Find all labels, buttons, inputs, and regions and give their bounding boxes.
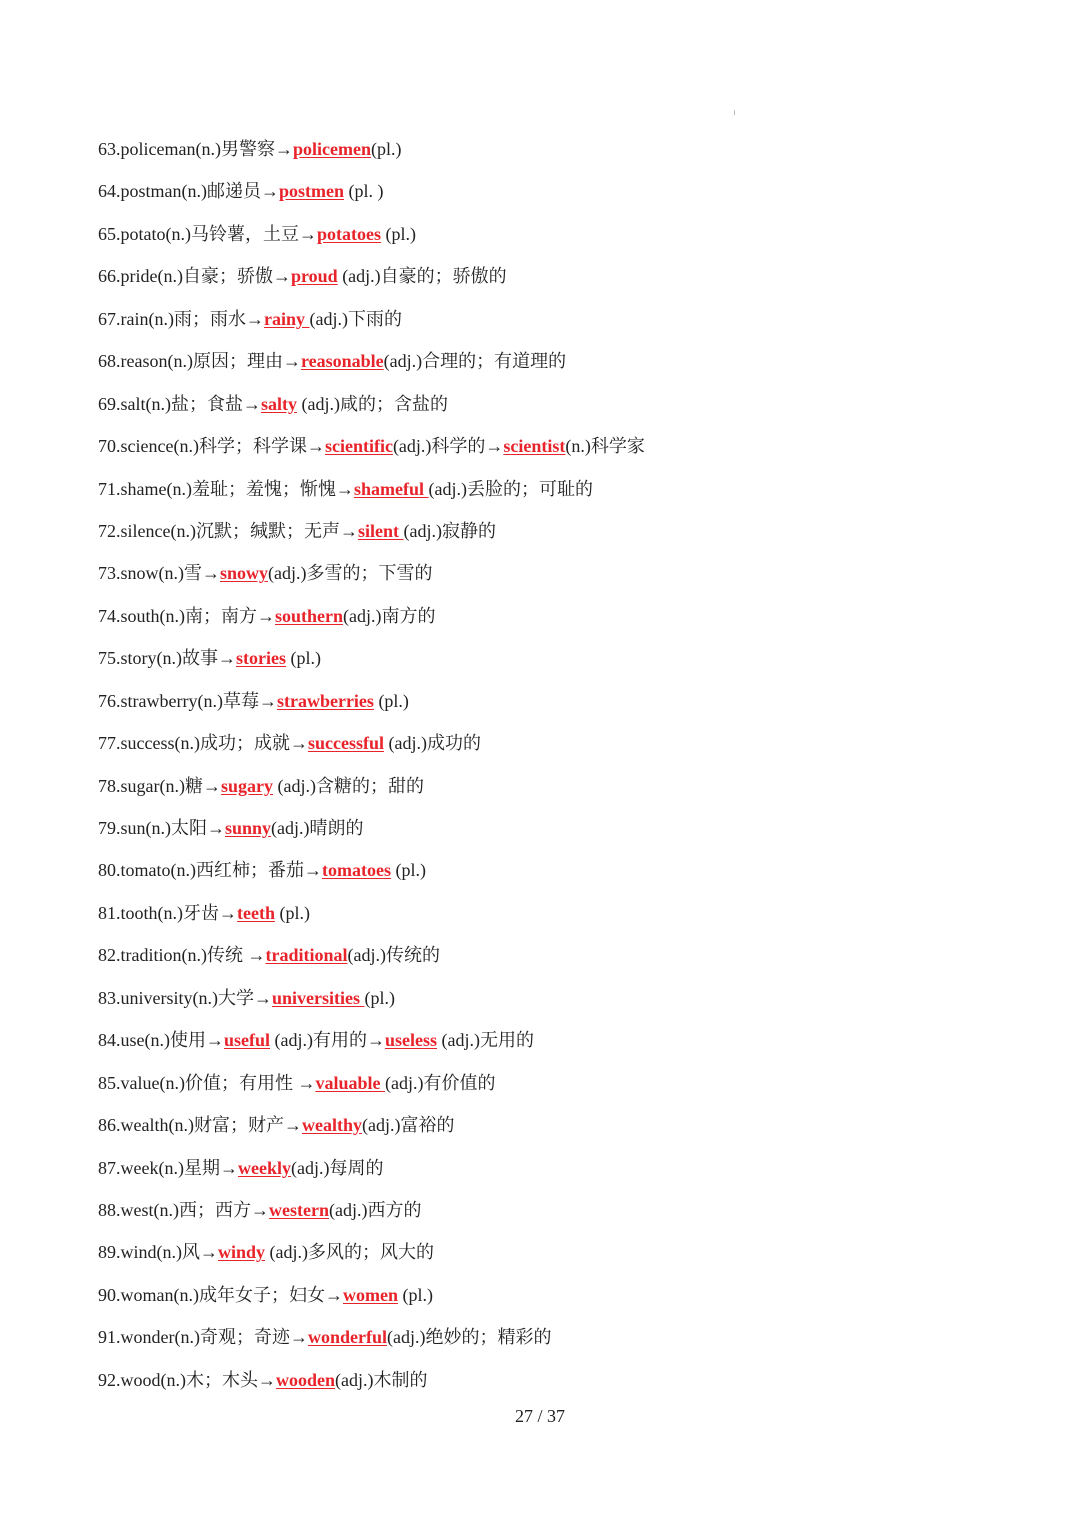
answer-word: windy — [218, 1242, 266, 1263]
entry-text: 72.silence(n.)沉默；缄默；无声→ — [98, 520, 358, 541]
entry-text: (pl. ) — [344, 181, 384, 202]
entry-text: (pl.) — [370, 139, 402, 159]
answer-word: weekly — [237, 1157, 291, 1178]
entry-text: (adj.)西方的 — [328, 1199, 422, 1220]
entry-text: 69.salt(n.)盐；食盐→ — [98, 393, 261, 414]
entry-text: (adj.)富裕的 — [361, 1115, 455, 1136]
answer-word: southern — [275, 605, 344, 626]
answer-word: strawberries — [276, 690, 374, 711]
vocabulary-entry — [98, 892, 998, 934]
vocabulary-entry — [98, 170, 998, 212]
scan-speck — [734, 110, 735, 115]
entry-text: 66.pride(n.)自豪；骄傲→ — [98, 266, 291, 287]
answer-word: stories — [236, 648, 286, 669]
entry-text: (adj.)有价值的 — [384, 1072, 496, 1093]
entry-text: 83.university(n.)大学→ — [98, 987, 272, 1008]
entry-text: 81.tooth(n.)牙齿→ — [98, 902, 237, 923]
answer-word: sugary — [220, 775, 273, 796]
answer-word: potatoes — [316, 223, 381, 244]
vocabulary-entry — [98, 1062, 998, 1104]
answer-word: teeth — [237, 902, 275, 923]
entry-text: 64.postman(n.)邮递员→ — [98, 181, 279, 202]
answer-word: traditional — [265, 945, 348, 966]
entry-text: (pl.) — [364, 987, 395, 1008]
answer-word: postmen — [278, 181, 344, 202]
entry-text: (adj.)绝妙的；精彩的 — [387, 1327, 552, 1348]
entry-text: 82.tradition(n.)传统 → — [98, 945, 266, 966]
entry-text: (adj.)咸的；含盐的 — [296, 393, 448, 414]
answer-word: proud — [290, 266, 338, 287]
vocabulary-entry — [98, 680, 998, 722]
page-number: 27 / 37 — [514, 1406, 565, 1426]
answer-word: reasonable — [300, 351, 384, 372]
entry-text: 86.wealth(n.)财富；财产→ — [98, 1115, 302, 1136]
answer-word: western — [268, 1199, 329, 1220]
vocabulary-entry — [98, 1231, 998, 1273]
entry-text: (pl.) — [380, 223, 416, 244]
vocabulary-entry — [98, 765, 998, 807]
entry-text: (pl.) — [274, 902, 310, 923]
vocabulary-entry — [98, 128, 998, 170]
entry-text: 90.woman(n.)成年女子；妇女→ — [98, 1284, 343, 1305]
entry-text: 80.tomato(n.)西红柿；番茄→ — [98, 860, 322, 881]
vocabulary-entry — [98, 255, 998, 297]
entry-text: (adj.)南方的 — [343, 605, 436, 626]
entry-text: (adj.)有用的→ — [270, 1030, 385, 1051]
answer-word: women — [342, 1284, 398, 1305]
vocabulary-entry — [98, 849, 998, 891]
entry-text: 79.sun(n.)太阳→ — [98, 818, 225, 838]
entry-text: 65.potato(n.)马铃薯，土豆→ — [98, 223, 317, 244]
entry-text: 67.rain(n.)雨；雨水→ — [98, 308, 264, 329]
answer-word: scientist — [503, 436, 566, 457]
answer-word: wonderful — [307, 1327, 387, 1348]
answer-word: scientific — [324, 436, 393, 457]
entry-text: (adj.)多风的；风大的 — [265, 1242, 435, 1263]
answer-word: salty — [260, 393, 297, 414]
entry-text: (pl.) — [390, 860, 426, 881]
vocabulary-entry — [98, 468, 998, 510]
vocabulary-entry — [98, 595, 998, 637]
answer-word: universities — [271, 987, 365, 1008]
vocabulary-entry — [98, 1104, 998, 1146]
vocabulary-entry — [98, 213, 998, 255]
entry-text: (adj.)寂静的 — [403, 520, 496, 541]
entry-text: 92.wood(n.)木；木头→ — [98, 1369, 276, 1390]
vocabulary-entry — [98, 807, 998, 849]
entry-text: (adj.)丢脸的；可耻的 — [428, 478, 593, 499]
entry-text: (adj.)科学的→ — [392, 436, 504, 457]
vocabulary-entry — [98, 722, 998, 764]
vocabulary-entry — [98, 1189, 998, 1231]
vocabulary-entry — [98, 1274, 998, 1316]
entry-text: (adj.)下雨的 — [309, 308, 402, 329]
answer-word: useless — [384, 1030, 437, 1051]
entry-text: 63.policeman(n.)男警察→ — [98, 139, 293, 159]
vocabulary-entry — [98, 383, 998, 425]
vocabulary-entry — [98, 637, 998, 679]
entry-text: (adj.)自豪的；骄傲的 — [337, 266, 507, 287]
vocabulary-entry — [98, 298, 998, 340]
entry-text: (adj.)每周的 — [290, 1157, 384, 1178]
vocabulary-entry — [98, 510, 998, 552]
entry-text: (pl.) — [285, 648, 321, 669]
entry-text: (adj.)传统的 — [347, 945, 440, 966]
answer-word: wooden — [276, 1369, 336, 1390]
answer-word: snowy — [220, 563, 269, 584]
vocabulary-entry — [98, 340, 998, 382]
vocabulary-list — [98, 128, 998, 1401]
entry-text: 68.reason(n.)原因；理由→ — [98, 351, 301, 372]
entry-text: 71.shame(n.)羞耻；羞愧；惭愧→ — [98, 478, 354, 499]
answer-word: valuable — [315, 1072, 385, 1093]
entry-text: 76.strawberry(n.)草莓→ — [98, 690, 277, 711]
vocabulary-entry — [98, 1019, 998, 1061]
entry-text: (adj.)含糖的；甜的 — [273, 775, 424, 796]
entry-text: 87.week(n.)星期→ — [98, 1157, 238, 1178]
vocabulary-entry — [98, 1147, 998, 1189]
answer-word: rainy — [263, 308, 310, 329]
answer-word: policemen — [292, 139, 371, 159]
entry-text: 75.story(n.)故事→ — [98, 648, 236, 669]
entry-text: 84.use(n.)使用→ — [98, 1030, 224, 1051]
vocabulary-entry — [98, 934, 998, 976]
entry-text: (pl.) — [373, 690, 409, 711]
answer-word: shameful — [353, 478, 429, 499]
vocabulary-entry — [98, 552, 998, 594]
entry-text: (adj.)木制的 — [335, 1369, 428, 1390]
vocabulary-entry — [98, 425, 998, 467]
entry-text: 88.west(n.)西；西方→ — [98, 1199, 269, 1220]
entry-text: 89.wind(n.)风→ — [98, 1242, 218, 1263]
entry-text: (adj.)合理的；有道理的 — [383, 351, 567, 372]
entry-text: 78.sugar(n.)糖→ — [98, 775, 221, 796]
entry-text: 77.success(n.)成功；成就→ — [98, 733, 308, 754]
entry-text: 73.snow(n.)雪→ — [98, 563, 220, 584]
entry-text: (adj.)成功的 — [383, 733, 481, 754]
entry-text: 74.south(n.)南；南方→ — [98, 605, 275, 626]
entry-text: (adj.)多雪的；下雪的 — [268, 563, 433, 584]
answer-word: successful — [307, 733, 384, 754]
entry-text: (pl.) — [397, 1284, 433, 1305]
entry-text: 85.value(n.)价值；有用性 → — [98, 1072, 316, 1093]
entry-text: 91.wonder(n.)奇观；奇迹→ — [98, 1327, 308, 1348]
answer-word: sunny — [225, 818, 272, 838]
entry-text: (n.)科学家 — [565, 436, 645, 457]
answer-word: wealthy — [301, 1115, 362, 1136]
answer-word: tomatoes — [321, 860, 391, 881]
vocabulary-entry — [98, 1316, 998, 1358]
entry-text: 70.science(n.)科学；科学课→ — [98, 436, 325, 457]
vocabulary-entry — [98, 977, 998, 1019]
answer-word: useful — [223, 1030, 270, 1051]
entry-text: (adj.)晴朗的 — [271, 818, 364, 838]
vocabulary-entry — [98, 1359, 998, 1401]
answer-word: silent — [357, 520, 404, 541]
entry-text: (adj.)无用的 — [437, 1030, 534, 1051]
